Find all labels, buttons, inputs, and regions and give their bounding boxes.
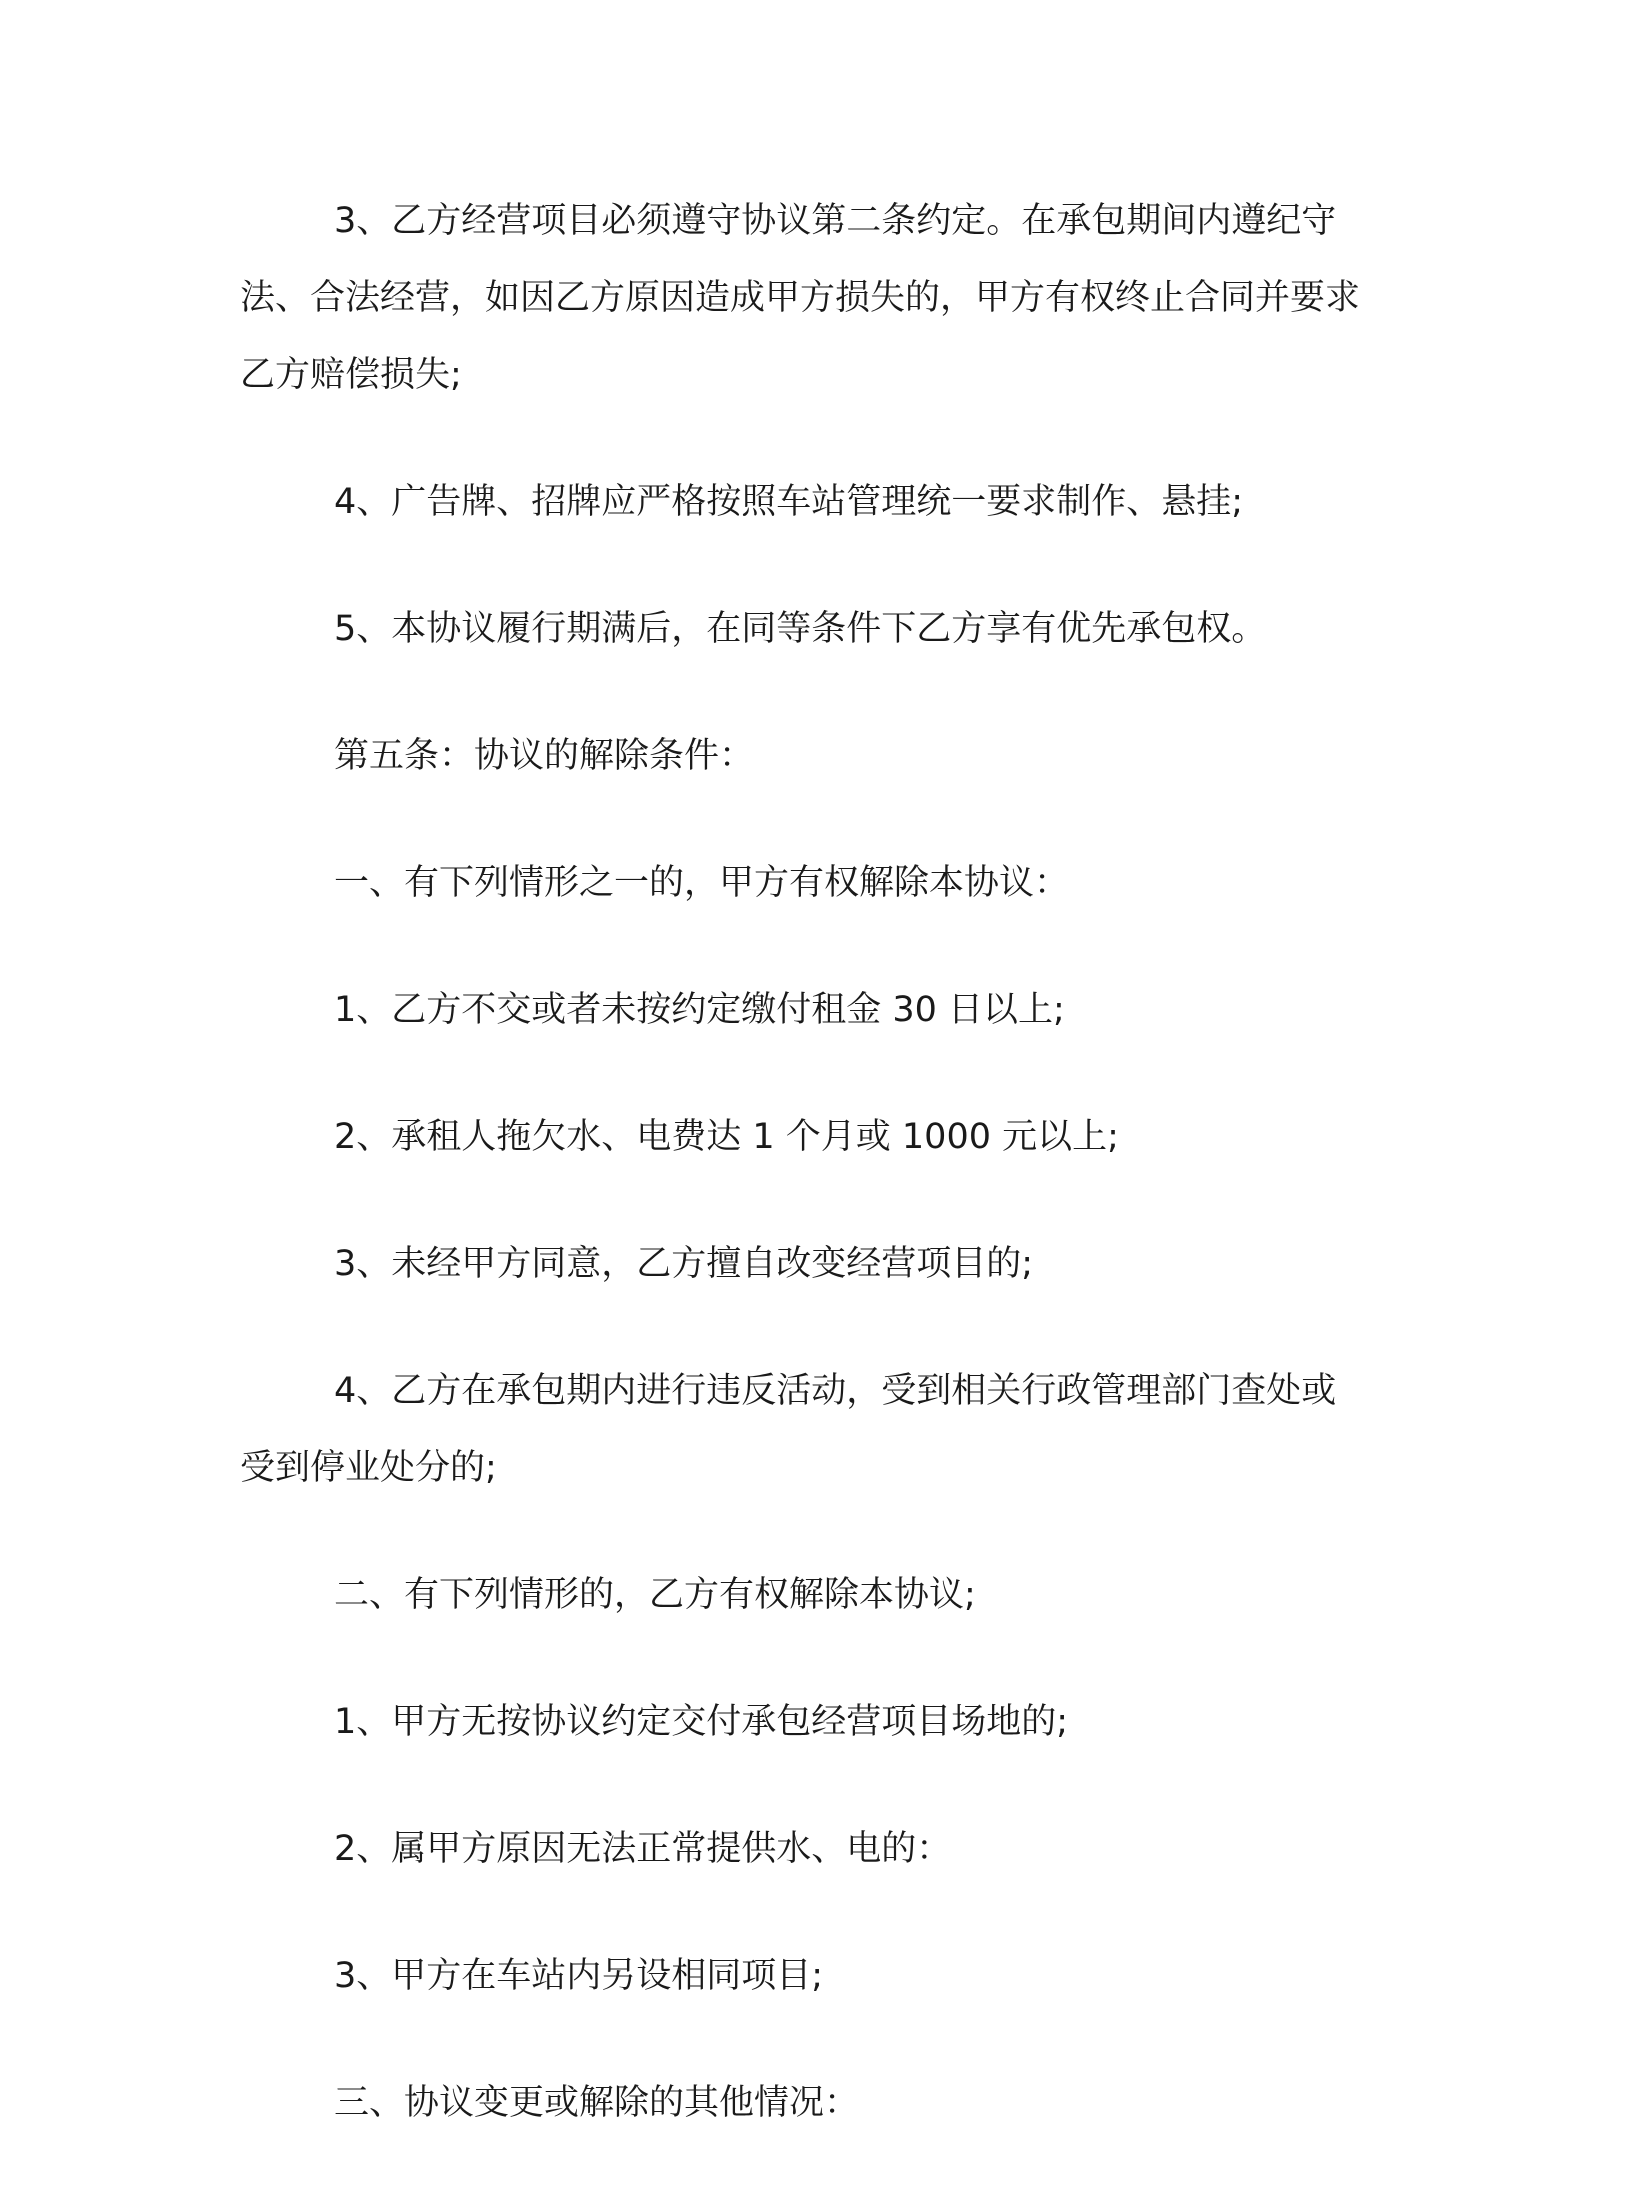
section-heading-article-5: 第五条：协议的解除条件： (334, 736, 755, 776)
subheading-other-changes: 三、协议变更或解除的其他情况： (334, 2083, 860, 2123)
paragraph-clause-5-renewal: 5、本协议履行期满后，在同等条件下乙方享有优先承包权。 (334, 609, 1267, 649)
paragraph-b-item-1: 1、甲方无按协议约定交付承包经营项目场地的; (334, 1702, 1069, 1742)
document-body (240, 183, 1360, 2192)
paragraph-a-item-4: 4、乙方在承包期内进行违反活动，受到相关行政管理部门查处或受到停业处分的; (240, 1371, 1337, 1488)
paragraph-clause-3-operations: 3、乙方经营项目必须遵守协议第二条约定。在承包期间内遵纪守法、合法经营，如因乙方原因造成甲方损失的，甲方有权终止合同并要求乙方赔偿损失; (240, 201, 1361, 395)
subheading-party-a-termination: 一、有下列情形之一的，甲方有权解除本协议： (334, 863, 1070, 903)
subheading-party-b-termination: 二、有下列情形的，乙方有权解除本协议; (334, 1575, 976, 1615)
paragraph-a-item-1: 1、乙方不交或者未按约定缴付租金 30 日以上; (334, 990, 1065, 1030)
paragraph-a-item-3: 3、未经甲方同意，乙方擅自改变经营项目的; (334, 1244, 1034, 1284)
paragraph-a-item-2: 2、承租人拖欠水、电费达 1 个月或 1000 元以上; (334, 1117, 1119, 1157)
paragraph-clause-4-signage: 4、广告牌、招牌应严格按照车站管理统一要求制作、悬挂; (334, 482, 1244, 522)
paragraph-b-item-3: 3、甲方在车站内另设相同项目; (334, 1956, 824, 1996)
paragraph-b-item-2: 2、属甲方原因无法正常提供水、电的： (334, 1829, 952, 1869)
